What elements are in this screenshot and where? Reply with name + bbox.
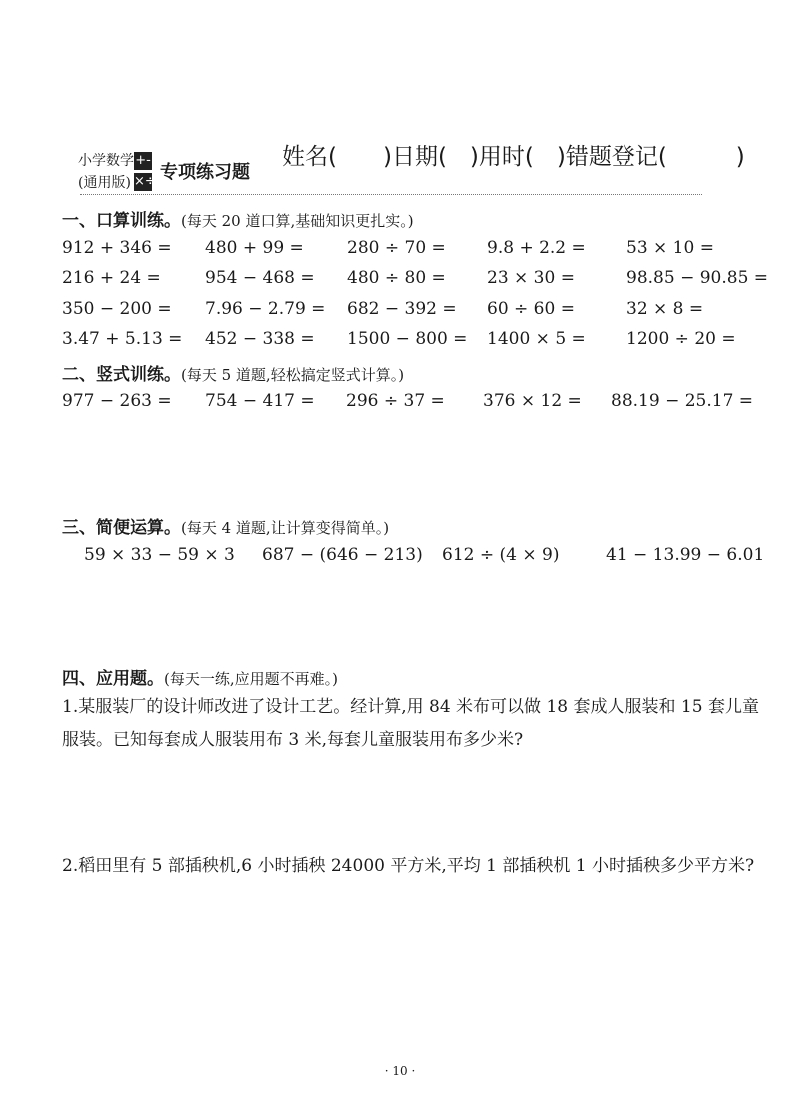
brand-line2: (通用版) [78,175,131,191]
mental-math-item: 98.85 − 90.85 = [626,268,769,288]
section1-note: (每天 20 道口算,基础知识更扎实。) [181,212,414,230]
plus-minus-icon: +- [135,153,151,168]
vertical-calc-item: 754 − 417 = [205,391,315,411]
brand-title: 专项练习题 [160,162,250,183]
times-divide-icon: ×÷ [134,174,156,189]
mental-math-item: 280 ÷ 70 = [347,238,446,258]
mental-math-item: 1200 ÷ 20 = [626,329,736,349]
simplify-item: 612 ÷ (4 × 9) [442,545,560,565]
page-number: · 10 · [384,1064,416,1078]
mental-math-item: 53 × 10 = [626,238,714,258]
mental-math-item: 480 + 99 = [205,238,304,258]
mental-math-item: 1400 × 5 = [487,329,586,349]
section2-title: 二、竖式训练。 [62,365,181,385]
mental-math-item: 1500 − 800 = [347,329,468,349]
section3-title: 三、简便运算。 [62,518,181,538]
mental-math-item: 32 × 8 = [626,299,704,319]
vertical-calc-item: 376 × 12 = [483,391,582,411]
mental-math-item: 7.96 − 2.79 = [205,299,326,319]
brand-operators [134,152,154,194]
vertical-calc-item: 88.19 − 25.17 = [611,391,754,411]
section4-title: 四、应用题。 [62,669,164,689]
mental-math-item: 350 − 200 = [62,299,172,319]
mental-math-item: 60 ÷ 60 = [487,299,575,319]
word-problem: 2.稻田里有 5 部插秧机,6 小时插秧 24000 平方米,平均 1 部插秧机 1 小时插秧多少平方米? [62,856,755,876]
section1-title: 一、口算训练。 [62,211,181,231]
student-info-fields: 姓名( )日期( )用时( )错题登记( ) [282,144,745,170]
vertical-calc-item: 296 ÷ 37 = [346,391,445,411]
brand-line1: 小学数学 [78,153,134,169]
mental-math-item: 9.8 + 2.2 = [487,238,586,258]
simplify-item: 41 − 13.99 − 6.01 [606,545,765,565]
brand-block [78,150,278,194]
section3-heading [62,513,389,538]
mental-math-item: 452 − 338 = [205,329,315,349]
word-problem: 1.某服装厂的设计师改进了设计工艺。经计算,用 84 米布可以做 18 套成人服装和 15 套儿童服装。已知每套成人服装用布 3 米,每套儿童服装用布多少米? [62,697,759,750]
section3-note: (每天 4 道题,让计算变得简单。) [181,519,390,537]
mental-math-item: 954 − 468 = [205,268,315,288]
section4-heading [62,664,338,689]
mental-math-item: 682 − 392 = [347,299,457,319]
header-divider [80,194,702,195]
section2-note: (每天 5 道题,轻松搞定竖式计算。) [181,366,405,384]
section2-heading [62,360,404,385]
simplify-item: 687 − (646 − 213) [262,545,423,565]
mental-math-item: 480 ÷ 80 = [347,268,446,288]
section4-note: (每天一练,应用题不再难。) [164,670,338,688]
section1-heading [62,206,414,231]
mental-math-item: 3.47 + 5.13 = [62,329,183,349]
mental-math-item: 216 + 24 = [62,268,161,288]
brand-label [78,150,134,194]
vertical-calc-item: 977 − 263 = [62,391,172,411]
mental-math-item: 23 × 30 = [487,268,575,288]
mental-math-item: 912 + 346 = [62,238,172,258]
simplify-item: 59 × 33 − 59 × 3 [84,545,235,565]
